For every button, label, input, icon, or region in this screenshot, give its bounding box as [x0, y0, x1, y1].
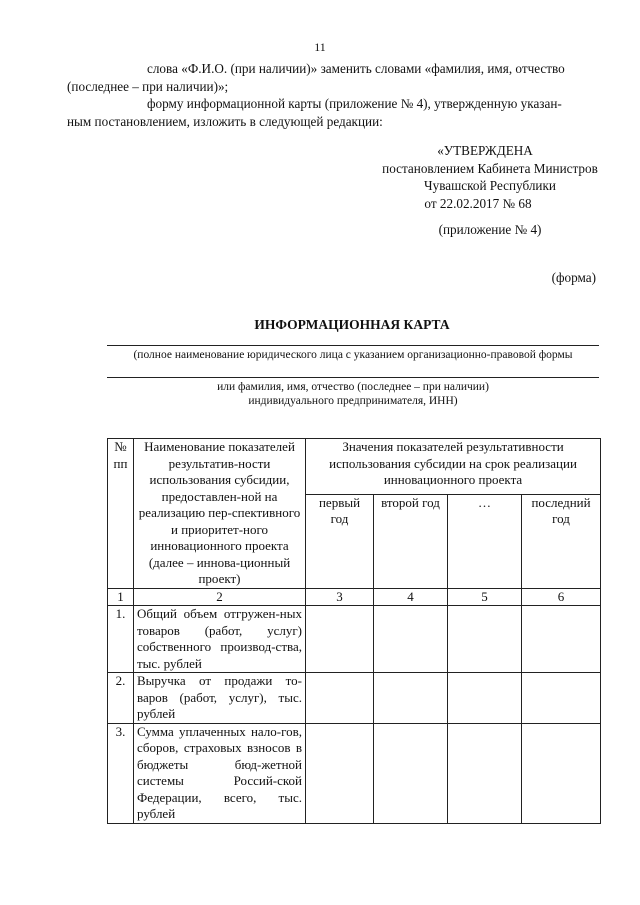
column-number: 6 [522, 588, 601, 606]
table-row [108, 673, 601, 724]
row-indicator: Выручка от продажи то-варов (работ, услуг), тыс. рублей [134, 673, 306, 724]
approval-title: «УТВЕРЖДЕНА [437, 143, 533, 158]
approval-block [320, 142, 640, 212]
document-title: ИНФОРМАЦИОННАЯ КАРТА [254, 317, 450, 332]
column-number-row [108, 588, 601, 606]
row-indicator: Сумма уплаченных нало-гов, сборов, страховых взносов в бюджеты бюд-жетной системы Россий-ской Федерации, всего, тыс. рублей [134, 723, 306, 823]
header-indicator-name: Наименование показателей результатив-ности использования субсидии, предоставлен-ной на реализацию пер-спективного и приоритет-ного инновационного проекта (далее – иннова-ционный проект) [134, 439, 306, 589]
value-cell [448, 673, 522, 724]
value-cell [374, 673, 448, 724]
org-name-caption-2 [107, 380, 599, 408]
header-ellipsis: … [448, 494, 522, 588]
indicators-table [107, 438, 601, 824]
intro-p2-line2: ным постановлением, изложить в следующей редакции: [67, 113, 383, 129]
table-header-row [108, 439, 601, 495]
org-name-line [107, 345, 599, 346]
approval-line-3: Чувашской Республики [424, 178, 556, 193]
row-number: 2. [108, 673, 134, 724]
row-number: 3. [108, 723, 134, 823]
column-number: 5 [448, 588, 522, 606]
value-cell [522, 723, 601, 823]
header-values-group: Значения показателей результативности использования субсидии на срок реализации инновационного проекта [306, 439, 601, 495]
page-number: 11 [314, 40, 326, 54]
org-name-line-2 [107, 377, 599, 378]
form-label: (форма) [551, 270, 596, 285]
org-name-caption: (полное наименование юридического лица с указанием организационно-правовой формы [133, 349, 573, 361]
intro-paragraph-1 [67, 60, 599, 95]
value-cell [522, 606, 601, 673]
column-number: 4 [374, 588, 448, 606]
table-row [108, 723, 601, 823]
value-cell [374, 723, 448, 823]
column-number: 3 [306, 588, 374, 606]
value-cell [306, 723, 374, 823]
intro-p1-line1: слова «Ф.И.О. (при наличии)» заменить словами «фамилия, имя, отчество [147, 61, 565, 76]
org-caption-line-1: или фамилия, имя, отчество (последнее – при наличии) [217, 381, 489, 393]
intro-p1-line2: (последнее – при наличии)»; [67, 78, 229, 94]
header-num: № пп [108, 439, 134, 589]
value-cell [448, 606, 522, 673]
value-cell [522, 673, 601, 724]
approval-date: от 22.02.2017 № 68 [424, 195, 532, 211]
org-caption-line-2: индивидуального предпринимателя, ИНН) [248, 395, 458, 407]
value-cell [374, 606, 448, 673]
column-number: 1 [108, 588, 134, 606]
header-first-year: первый год [306, 494, 374, 588]
value-cell [306, 606, 374, 673]
table-row [108, 606, 601, 673]
appendix-note: (приложение № 4) [438, 222, 542, 237]
column-number: 2 [134, 588, 306, 606]
header-last-year: последний год [522, 494, 601, 588]
value-cell [448, 723, 522, 823]
row-indicator: Общий объем отгружен-ных товаров (работ, услуг) собственного производ-ства, тыс. рублей [134, 606, 306, 673]
intro-p2-line1: форму информационной карты (приложение № 4), утвержденную указан- [147, 96, 562, 111]
header-second-year: второй год [374, 494, 448, 588]
row-number: 1. [108, 606, 134, 673]
intro-paragraph-2 [67, 95, 599, 130]
value-cell [306, 673, 374, 724]
approval-line-2: постановлением Кабинета Министров [382, 160, 598, 176]
